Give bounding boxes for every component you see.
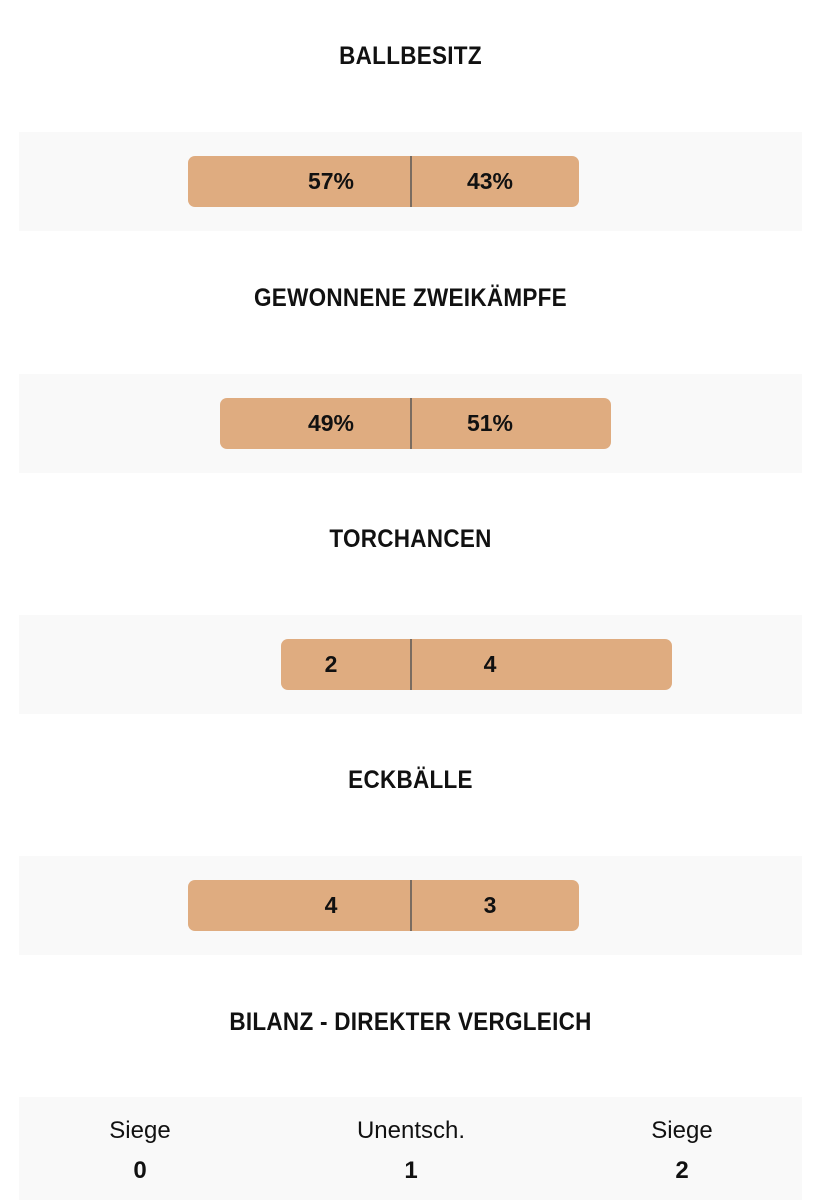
head-to-head-label: Siege <box>109 1117 171 1144</box>
stat-title-torchancen: TORCHANCEN <box>329 525 492 553</box>
stat-away-value: 3 <box>483 892 497 918</box>
head-to-head-value: 2 <box>675 1157 689 1184</box>
stat-bar-divider <box>410 880 412 931</box>
head-to-head-value: 0 <box>133 1157 147 1184</box>
head-to-head-label: Unentsch. <box>356 1117 466 1144</box>
stat-home-value: 2 <box>324 651 338 677</box>
stat-title-eckbaelle: ECKBÄLLE <box>348 766 473 794</box>
stat-title-zweikaempfe: GEWONNENE ZWEIKÄMPFE <box>254 284 567 312</box>
stat-bar-divider <box>410 639 412 690</box>
head-to-head-row <box>19 1097 802 1200</box>
head-to-head-title: BILANZ - DIREKTER VERGLEICH <box>229 1008 592 1036</box>
stat-row-torchancen <box>19 615 802 714</box>
stat-bar-divider <box>410 398 412 449</box>
stat-bar <box>220 398 611 449</box>
stat-title-ballbesitz: BALLBESITZ <box>339 42 482 70</box>
stat-away-value: 51% <box>466 410 514 436</box>
stat-row-ballbesitz <box>19 132 802 231</box>
stat-row-zweikaempfe <box>19 374 802 473</box>
stat-bar-divider <box>410 156 412 207</box>
head-to-head-value: 1 <box>404 1157 418 1184</box>
stat-away-value: 4 <box>483 651 497 677</box>
stat-row-eckbaelle <box>19 856 802 955</box>
stat-home-value: 49% <box>307 410 355 436</box>
stat-away-value: 43% <box>466 168 514 194</box>
stat-home-value: 57% <box>307 168 355 194</box>
head-to-head-label: Siege <box>651 1117 713 1144</box>
stat-home-value: 4 <box>324 892 338 918</box>
